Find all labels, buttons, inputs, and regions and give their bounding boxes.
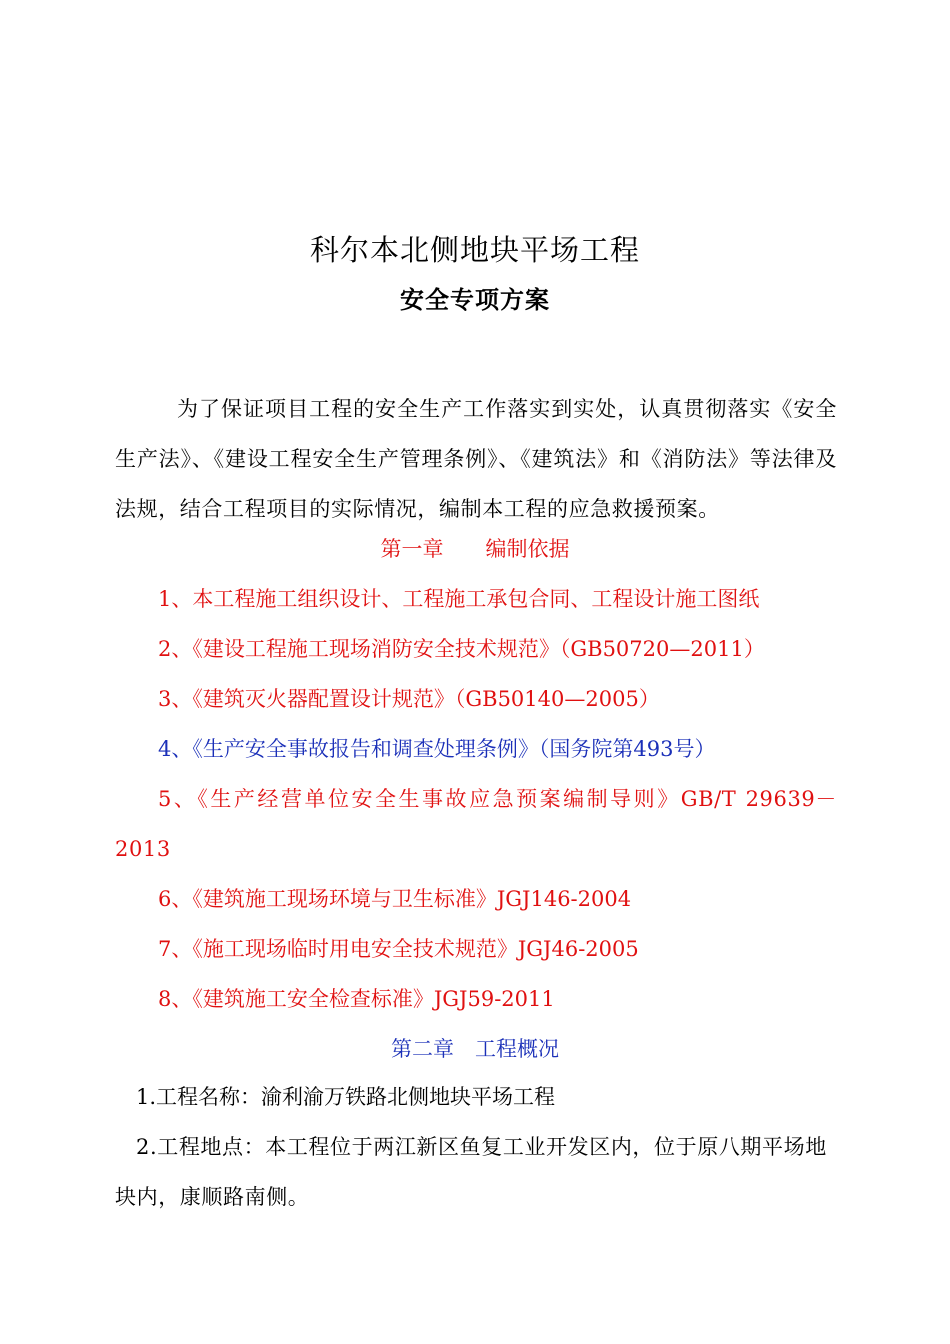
document-title: 科尔本北侧地块平场工程 [309, 233, 640, 267]
overview-item-2: 2.工程地点：本工程位于两江新区鱼复工业开发区内，位于原八期平场地块内，康顺路南侧。 [115, 1135, 827, 1209]
basis-item-8: 8、《建筑施工安全检查标准》JGJ59-2011 [158, 987, 555, 1011]
basis-item-3: 3、《建筑灭火器配置设计规范》（GB50140—2005） [158, 687, 660, 711]
basis-item-5: 5、《生产经营单位安全生事故应急预案编制导则》GB/T 29639－2013 [115, 787, 837, 861]
basis-item-7: 7、《施工现场临时用电安全技术规范》JGJ46-2005 [158, 937, 639, 961]
basis-item-2: 2、《建设工程施工现场消防安全技术规范》（GB50720—2011） [158, 637, 765, 661]
chapter1-heading: 第一章 编制依据 [380, 537, 570, 561]
chapter2-heading: 第二章 工程概况 [391, 1037, 559, 1061]
basis-item-1: 1、本工程施工组织设计、工程施工承包合同、工程设计施工图纸 [158, 587, 760, 611]
intro-paragraph: 为了保证项目工程的安全生产工作落实到实处，认真贯彻落实《安全生产法》、《建设工程安全生产管理条例》、《建筑法》和《消防法》等法律及法规，结合工程项目的实际情况，编制本工程的应急救援预案。 [115, 397, 837, 521]
document-subtitle: 安全专项方案 [400, 285, 550, 314]
basis-item-4: 4、《生产安全事故报告和调查处理条例》（国务院第493号） [158, 737, 716, 761]
overview-item-1: 1.工程名称：渝利渝万铁路北侧地块平场工程 [136, 1085, 556, 1109]
basis-item-6: 6、《建筑施工现场环境与卫生标准》JGJ146-2004 [158, 887, 632, 911]
